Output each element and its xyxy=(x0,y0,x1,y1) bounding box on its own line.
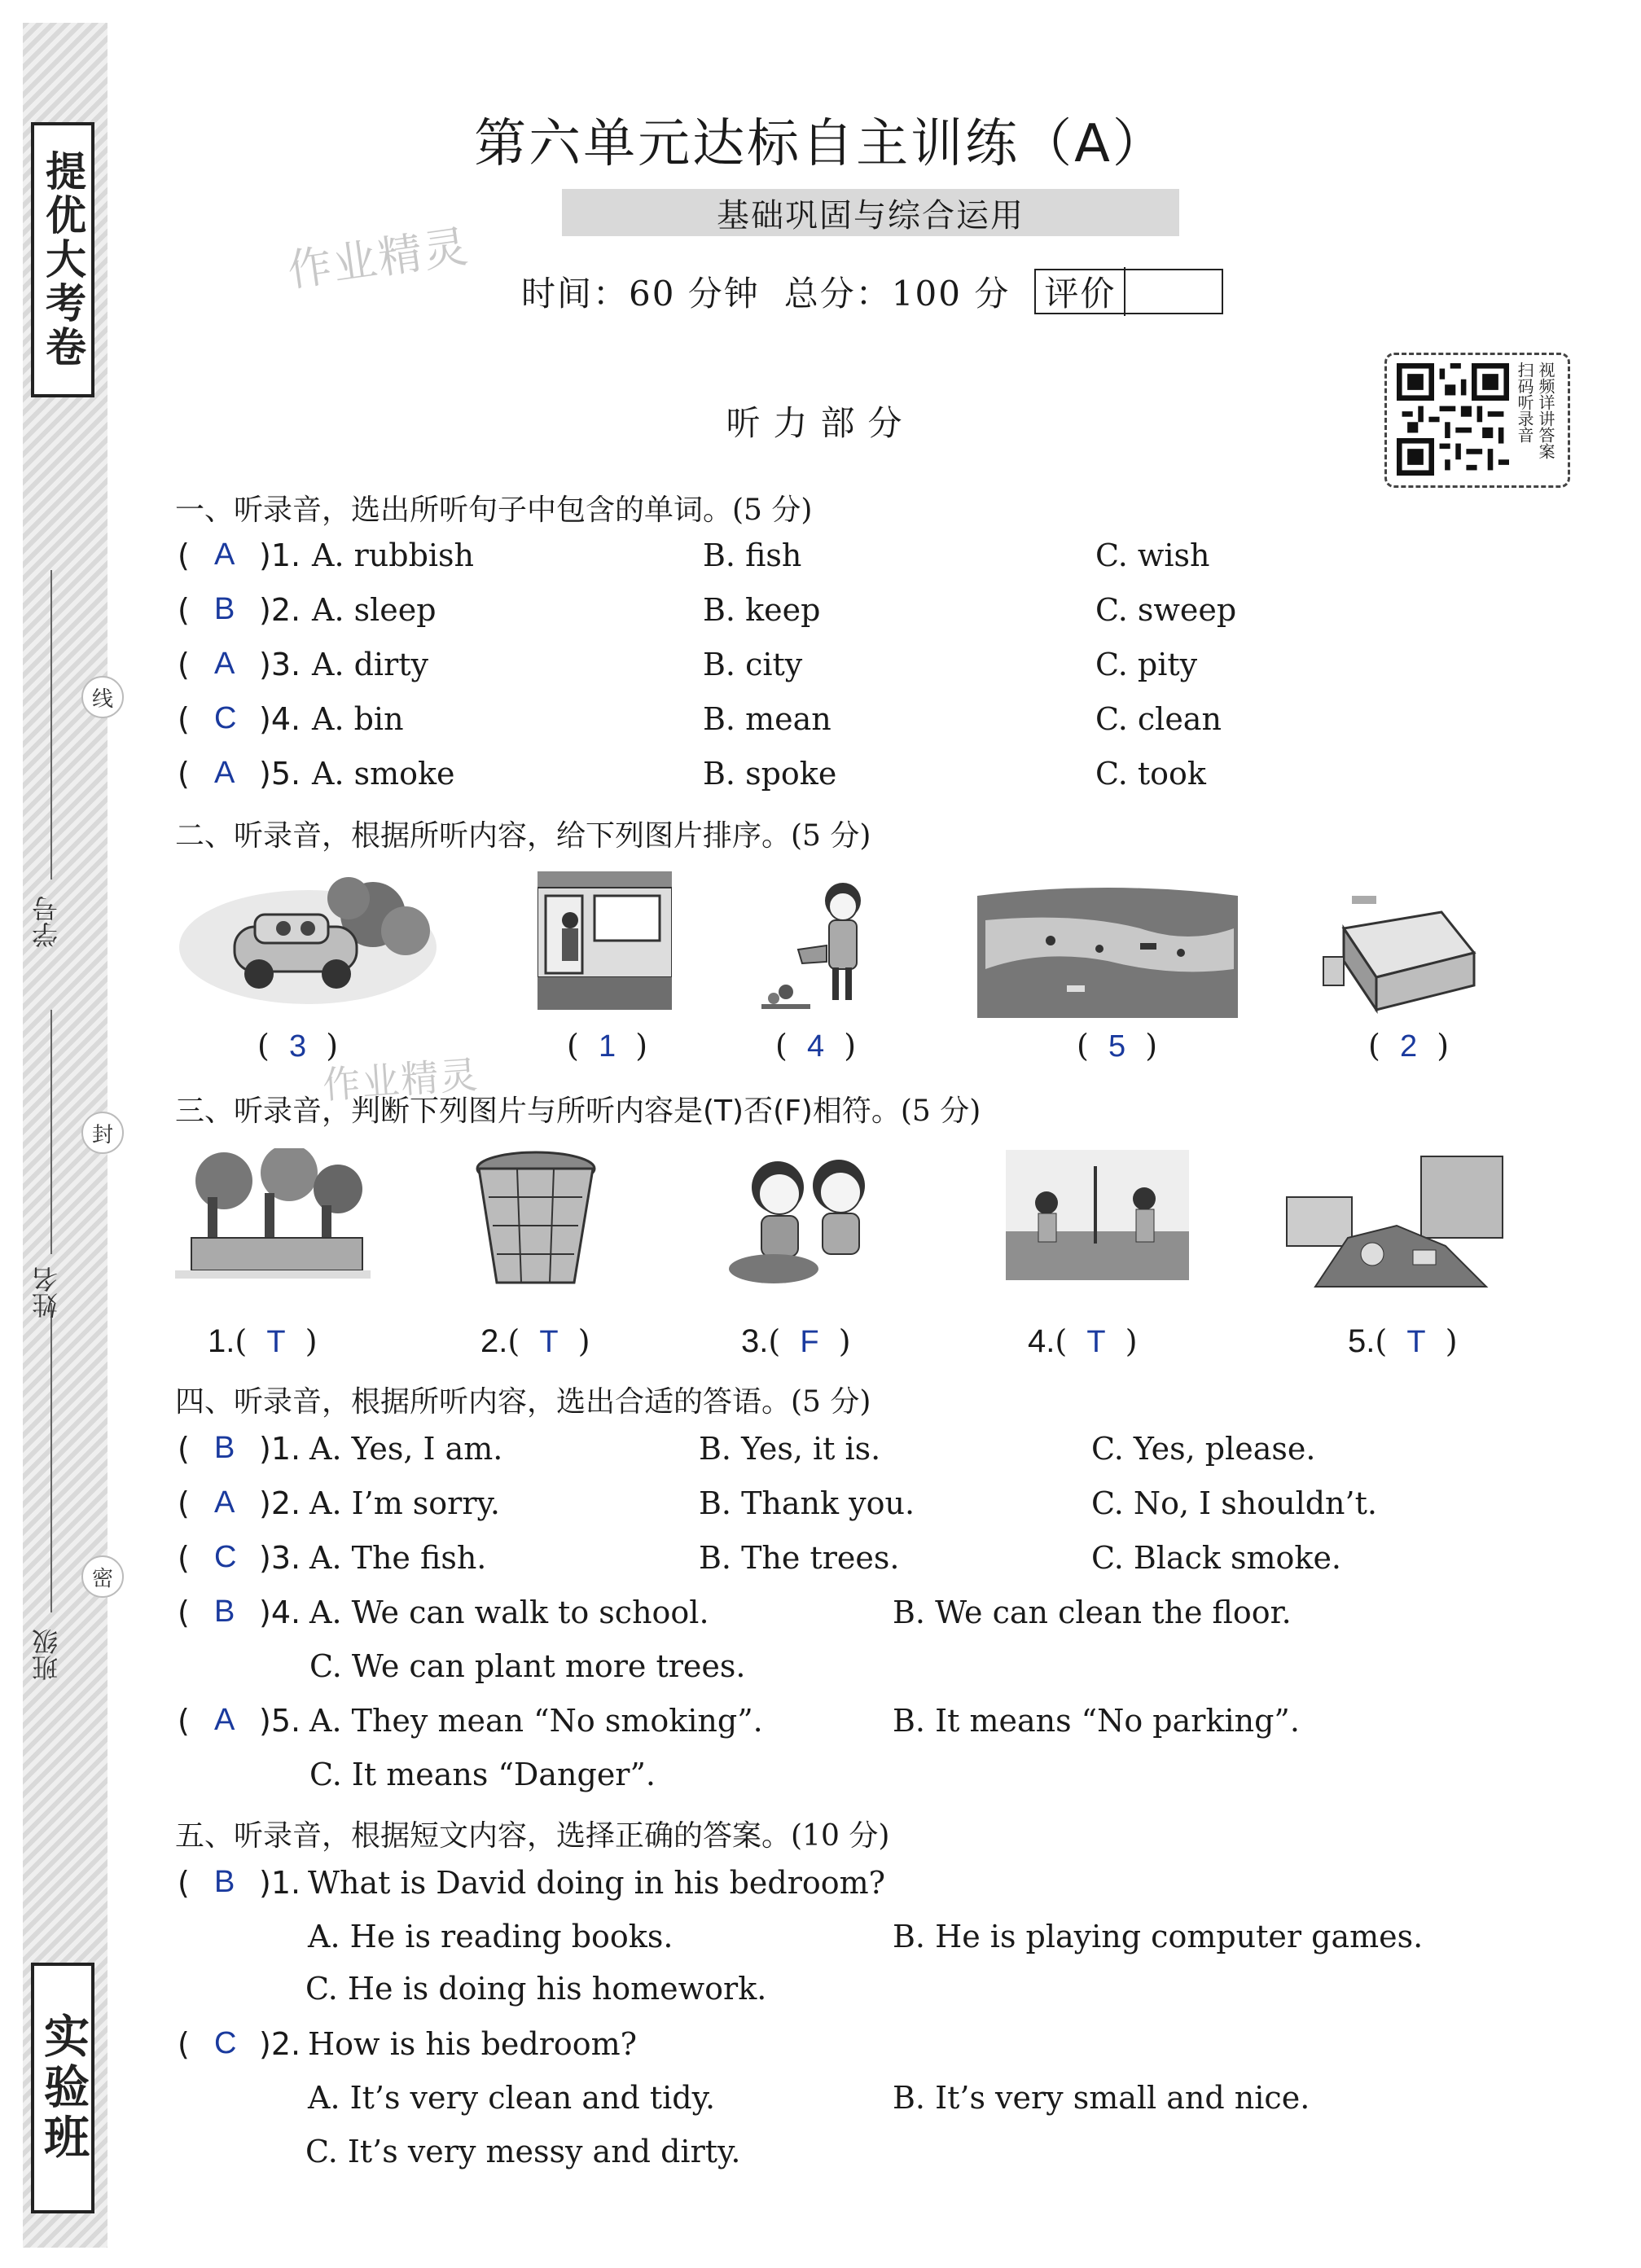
question-number: )2. xyxy=(259,2026,301,2062)
question-2-title xyxy=(175,813,871,854)
question-1-title-text: 一、听录音，选出所听句子中包含的单词。 xyxy=(175,494,733,527)
question-4-title xyxy=(175,1379,871,1420)
question-number: )2. xyxy=(259,1485,301,1521)
car-smoke-image xyxy=(178,870,438,1008)
order-answer-2: ( 1 ) xyxy=(567,1028,648,1064)
answer-value: C xyxy=(214,1540,237,1574)
question-number: )1. xyxy=(259,1431,301,1467)
option-c: C. Black smoke. xyxy=(1091,1540,1342,1576)
option-c: C. clean xyxy=(1095,701,1222,737)
question-5-title-text: 五、听录音，根据短文内容，选择正确的答案。 xyxy=(175,1819,792,1853)
question-1-title xyxy=(175,487,812,529)
option-a: A. They mean “No smoking”. xyxy=(309,1703,763,1739)
judge-answer-1: 1.( T ) xyxy=(208,1323,318,1359)
answer-value: B xyxy=(214,1865,235,1899)
page-title: 第六单元达标自主训练（A） xyxy=(474,114,1167,174)
polluted-river-image xyxy=(977,880,1238,1018)
qr-caption-left: 扫码听录音 xyxy=(1515,362,1534,443)
question-1-points: (5 分) xyxy=(732,494,813,527)
list-item xyxy=(178,1703,1562,1744)
order-answer-1: ( 3 ) xyxy=(257,1028,339,1064)
question-number: )1. xyxy=(259,1865,301,1901)
order-answer-3: ( 4 ) xyxy=(775,1028,857,1064)
answer-value: 2 xyxy=(1399,1029,1418,1064)
answer-open-paren: ( xyxy=(178,647,190,682)
answer-value: T xyxy=(1086,1325,1106,1359)
option-a: A. I’m sorry. xyxy=(309,1485,501,1521)
section-heading: 听力部分 xyxy=(726,403,915,443)
item-number: 1. xyxy=(208,1323,235,1359)
question-3-points: (5 分) xyxy=(900,1095,981,1128)
page-subtitle xyxy=(562,189,1179,236)
rubbish-pile-image xyxy=(1283,1148,1507,1291)
watermark: 作业精灵 xyxy=(284,220,472,297)
judge-answer-2: 2.( T ) xyxy=(480,1323,590,1359)
question-3-title xyxy=(175,1088,981,1130)
question-number: )4. xyxy=(259,701,301,737)
option-c: C. pity xyxy=(1095,647,1198,682)
answer-open-paren: ( xyxy=(178,701,190,737)
binding-line xyxy=(50,1010,52,1254)
option-a: A. We can walk to school. xyxy=(309,1595,709,1630)
answer-value: B xyxy=(214,592,235,626)
judge-answer-4: 4.( T ) xyxy=(1028,1323,1138,1359)
messy-bed-image xyxy=(1319,880,1482,1018)
qr-caption-right: 视频详讲答案 xyxy=(1536,362,1555,459)
judge-answer-5: 5.( T ) xyxy=(1348,1323,1458,1359)
answer-value: 4 xyxy=(806,1029,825,1064)
binding-mark-line: 线 xyxy=(81,676,124,718)
girl-watering-image xyxy=(749,870,892,1012)
question-number: )5. xyxy=(259,1703,301,1739)
option-b: B. Thank you. xyxy=(699,1485,915,1521)
answer-open-paren: ( xyxy=(178,1865,190,1901)
list-item xyxy=(178,1431,1562,1472)
list-item xyxy=(178,1757,1562,1797)
exam-meta xyxy=(521,267,1223,316)
answer-open-paren: ( xyxy=(178,1703,190,1739)
order-answer-4: ( 5 ) xyxy=(1077,1028,1158,1064)
answer-value: B xyxy=(214,1595,235,1629)
question-3-title-text: 三、听录音，判断下列图片与所听内容是(T)否(F)相符。 xyxy=(175,1095,901,1128)
binding-mark-dense: 密 xyxy=(81,1555,124,1598)
field-label-name: 姓名 xyxy=(31,1266,62,1318)
list-item xyxy=(178,701,1562,742)
answer-value: 3 xyxy=(288,1029,307,1064)
option-a: A. rubbish xyxy=(312,537,475,573)
answer-open-paren: ( xyxy=(178,592,190,628)
evaluation-label: 评价 xyxy=(1036,267,1125,316)
option-c: C. It means “Danger”. xyxy=(309,1757,656,1792)
binding-line xyxy=(50,1303,52,1612)
question-number: )2. xyxy=(259,592,301,628)
question-number: )5. xyxy=(259,756,301,792)
answer-open-paren: ( xyxy=(178,756,190,792)
rubbish-bin-image xyxy=(472,1148,599,1287)
answer-value: T xyxy=(266,1325,286,1359)
answer-open-paren: ( xyxy=(178,1595,190,1630)
option-b: B. It means “No parking”. xyxy=(893,1703,1300,1739)
evaluation-box xyxy=(1034,269,1223,314)
list-item xyxy=(178,756,1562,796)
option-c: C. sweep xyxy=(1095,592,1237,628)
judge-answer-3: 3.( F ) xyxy=(741,1323,851,1359)
boy-train-image xyxy=(537,871,672,1010)
question-text: How is his bedroom? xyxy=(308,2026,638,2062)
answer-value: A xyxy=(214,647,235,681)
answer-value: C xyxy=(214,2026,237,2060)
option-c: C. He is doing his homework. xyxy=(305,1971,767,2007)
time-limit: 时间：60 分钟 xyxy=(521,274,760,314)
list-item xyxy=(178,592,1562,633)
field-label-class: 班级 xyxy=(31,1629,62,1681)
option-b: B. We can clean the floor. xyxy=(893,1595,1292,1630)
answer-open-paren: ( xyxy=(178,1540,190,1576)
list-item xyxy=(178,647,1562,687)
option-a: A. Yes, I am. xyxy=(309,1431,503,1467)
item-number: 5. xyxy=(1348,1323,1376,1359)
answer-value: T xyxy=(1406,1325,1426,1359)
option-b: B. fish xyxy=(703,537,802,573)
list-item xyxy=(178,1485,1562,1526)
answer-value: A xyxy=(214,537,235,572)
question-number: )3. xyxy=(259,647,301,682)
kids-running-image xyxy=(704,1147,908,1285)
list-item xyxy=(178,537,1562,578)
answer-value: A xyxy=(214,1703,235,1737)
list-item xyxy=(178,1919,1562,1959)
option-b: B. mean xyxy=(703,701,831,737)
option-b: B. He is playing computer games. xyxy=(893,1919,1424,1954)
option-a: A. sleep xyxy=(312,592,437,628)
answer-open-paren: ( xyxy=(178,1431,190,1467)
question-number: )1. xyxy=(259,537,301,573)
answer-value: A xyxy=(214,1485,235,1520)
factory-smoke-image xyxy=(175,1148,371,1283)
list-item xyxy=(178,2026,1562,2067)
option-b: B. Yes, it is. xyxy=(699,1431,881,1467)
answer-value: B xyxy=(214,1431,235,1465)
answer-value: F xyxy=(800,1325,819,1359)
option-c: C. took xyxy=(1095,756,1206,792)
watermark: 作业精灵 xyxy=(321,1052,480,1108)
option-a: A. dirty xyxy=(312,647,428,682)
list-item xyxy=(178,2134,1562,2174)
option-c: C. It’s very messy and dirty. xyxy=(305,2134,741,2169)
question-2-points: (5 分) xyxy=(791,819,871,853)
item-number: 2. xyxy=(480,1323,508,1359)
option-c: C. wish xyxy=(1095,537,1210,573)
question-5-title xyxy=(175,1813,889,1854)
question-number: )4. xyxy=(259,1595,301,1630)
question-2-title-text: 二、听录音，根据所听内容，给下列图片排序。 xyxy=(175,819,792,853)
item-number: 4. xyxy=(1028,1323,1055,1359)
series-label-top-text: 提优大考卷 xyxy=(39,150,86,370)
option-b: B. The trees. xyxy=(699,1540,900,1576)
question-text: What is David doing in his bedroom? xyxy=(308,1865,886,1901)
question-4-points: (5 分) xyxy=(791,1385,871,1419)
option-a: A. It’s very clean and tidy. xyxy=(308,2080,716,2116)
series-label-bottom-text: 实验班 xyxy=(37,2012,90,2164)
option-b: B. keep xyxy=(703,592,821,628)
binding-line xyxy=(50,570,52,880)
answer-open-paren: ( xyxy=(178,537,190,573)
list-item xyxy=(178,1865,1562,1906)
answer-value: 1 xyxy=(598,1029,616,1064)
question-number: )3. xyxy=(259,1540,301,1576)
option-a: A. He is reading books. xyxy=(308,1919,674,1954)
option-b: B. It’s very small and nice. xyxy=(893,2080,1310,2116)
answer-open-paren: ( xyxy=(178,2026,190,2062)
item-number: 3. xyxy=(741,1323,769,1359)
order-answer-5: ( 2 ) xyxy=(1368,1028,1450,1064)
answer-value: C xyxy=(214,701,237,735)
question-4-title-text: 四、听录音，根据所听内容，选出合适的答语。 xyxy=(175,1385,792,1419)
answer-value: A xyxy=(214,756,235,790)
list-item xyxy=(178,1648,1562,1689)
option-a: A. smoke xyxy=(312,756,455,792)
list-item xyxy=(178,1971,1562,2011)
option-a: A. bin xyxy=(312,701,404,737)
option-b: B. spoke xyxy=(703,756,837,792)
answer-open-paren: ( xyxy=(178,1485,190,1521)
option-a: A. The fish. xyxy=(309,1540,487,1576)
total-score: 总分：100 分 xyxy=(783,274,1011,314)
field-label-student-id: 学号 xyxy=(31,896,62,948)
option-c: C. We can plant more trees. xyxy=(309,1648,746,1684)
list-item xyxy=(178,1595,1562,1635)
list-item xyxy=(178,1540,1562,1581)
option-b: B. city xyxy=(703,647,803,682)
series-label-bottom xyxy=(31,1963,94,2213)
answer-value: 5 xyxy=(1108,1029,1126,1064)
tree-planting-image xyxy=(1006,1150,1189,1280)
list-item xyxy=(178,2080,1562,2121)
option-c: C. No, I shouldn’t. xyxy=(1091,1485,1377,1521)
option-c: C. Yes, please. xyxy=(1091,1431,1316,1467)
page-subtitle-text: 基础巩固与综合运用 xyxy=(717,196,1025,235)
answer-value: T xyxy=(539,1325,559,1359)
question-5-points: (10 分) xyxy=(791,1819,890,1853)
binding-mark-seal: 封 xyxy=(81,1112,124,1154)
